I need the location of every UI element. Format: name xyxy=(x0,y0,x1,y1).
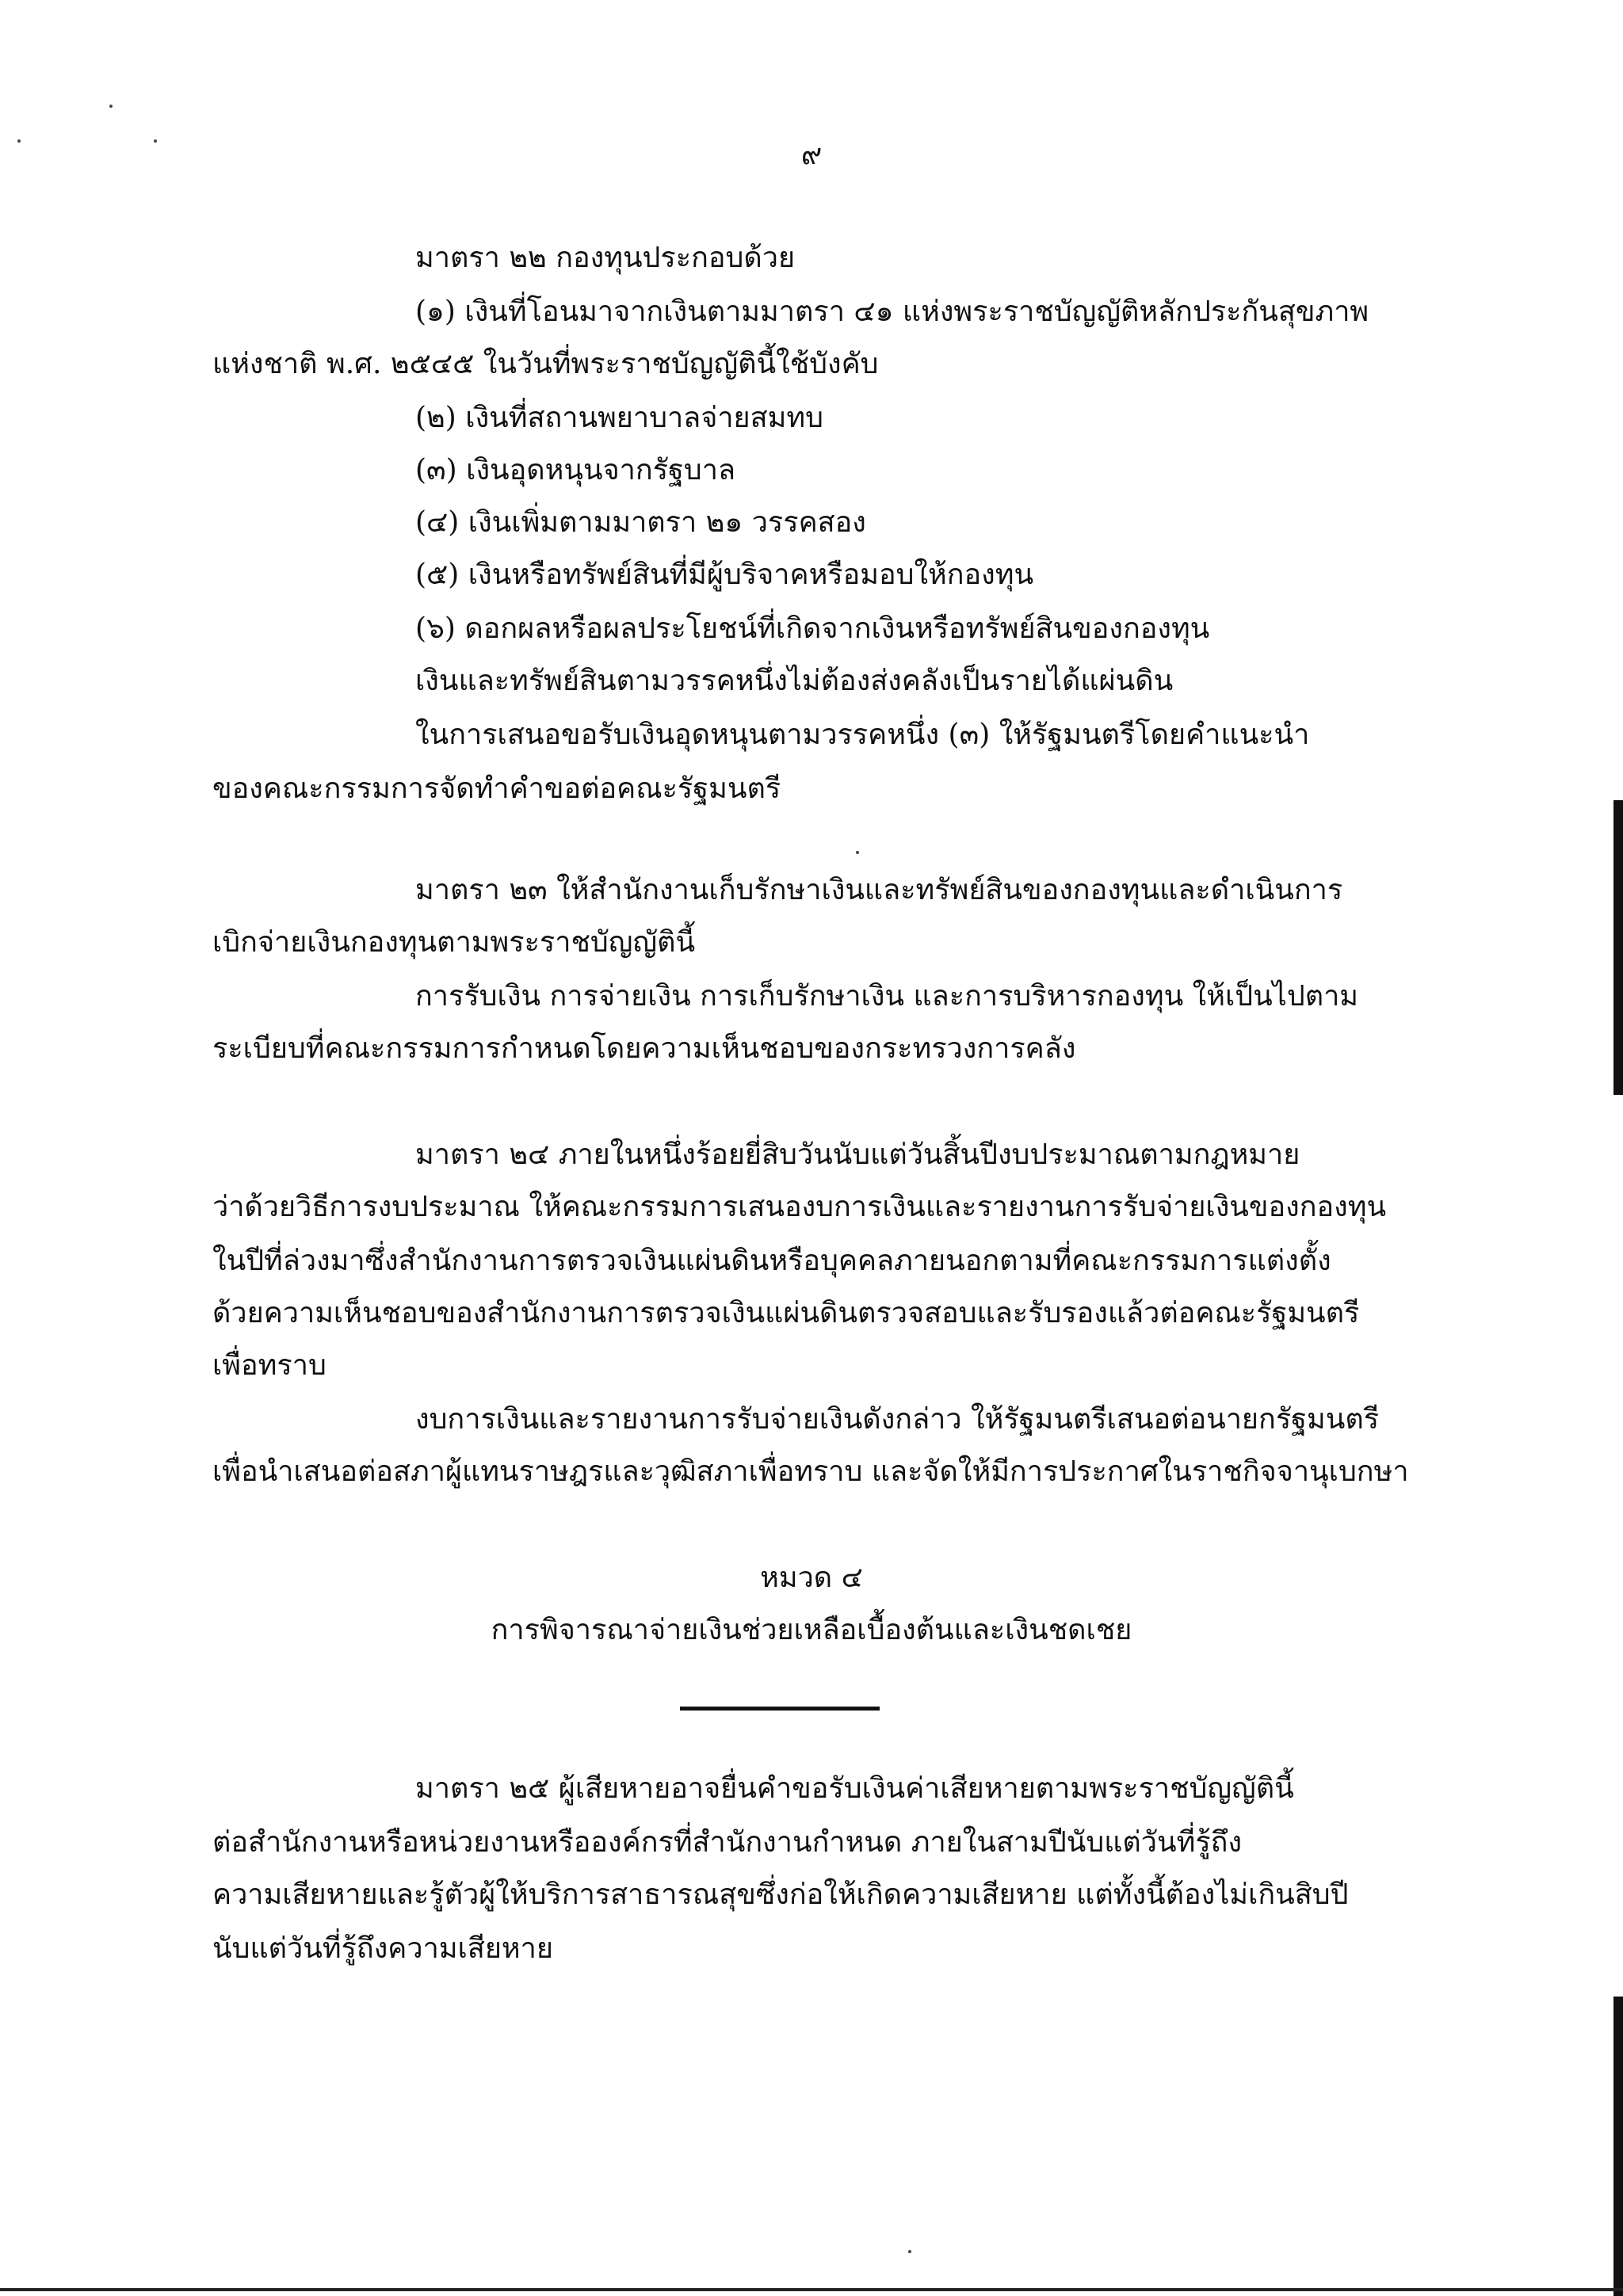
scan-speck xyxy=(908,2250,911,2253)
section-22-item-4: (๔) เงินเพิ่มตามมาตรา ๒๑ วรรคสอง xyxy=(415,506,866,539)
page-number: ๙ xyxy=(800,139,823,171)
section-22-para-2: เงินและทรัพย์สินตามวรรคหนึ่งไม่ต้องส่งคลังเป็นรายได้แผ่นดิน xyxy=(415,665,1174,697)
section-22-para-3-line-2: ของคณะกรรมการจัดทำคำขอต่อคณะรัฐมนตรี xyxy=(212,772,781,805)
section-23-line-2: เบิกจ่ายเงินกองทุนตามพระราชบัญญัตินี้ xyxy=(212,926,696,959)
section-25-line-4: นับแต่วันที่รู้ถึงความเสียหาย xyxy=(212,1932,553,1965)
section-24-line-3: ในปีที่ล่วงมาซึ่งสำนักงานการตรวจเงินแผ่นดินหรือบุคคลภายนอกตามที่คณะกรรมการแต่งตั้ง xyxy=(212,1245,1331,1277)
section-24-line-2: ว่าด้วยวิธีการงบประมาณ ให้คณะกรรมการเสนองบการเงินและรายงานการรับจ่ายเงินของกองทุน xyxy=(212,1191,1387,1223)
chapter-number: หมวด ๔ xyxy=(760,1562,863,1594)
section-23-para-2-line-2: ระเบียบที่คณะกรรมการกำหนดโดยความเห็นชอบของกระทรวงการคลัง xyxy=(212,1032,1076,1065)
chapter-title: การพิจารณาจ่ายเงินช่วยเหลือเบื้องต้นและเงินชดเชย xyxy=(491,1614,1132,1646)
section-25-line-1: มาตรา ๒๕ ผู้เสียหายอาจยื่นคำขอรับเงินค่าเสียหายตามพระราชบัญญัตินี้ xyxy=(415,1772,1294,1805)
section-22-heading: มาตรา ๒๒ กองทุนประกอบด้วย xyxy=(415,242,796,274)
scan-speck xyxy=(154,139,157,143)
section-24-para-2-line-2: เพื่อนำเสนอต่อสภาผู้แทนราษฎรและวุฒิสภาเพื่อทราบ และจัดให้มีการประกาศในราชกิจจานุเบกษา xyxy=(212,1455,1409,1488)
scan-edge-mark-top xyxy=(1613,800,1623,1095)
scan-edge-mark-bottom xyxy=(1613,1997,1623,2296)
scan-speck xyxy=(17,139,21,143)
section-24-line-5: เพื่อทราบ xyxy=(212,1349,327,1382)
section-24-para-2-line-1: งบการเงินและรายงานการรับจ่ายเงินดังกล่าว ให้รัฐมนตรีเสนอต่อนายกรัฐมนตรี xyxy=(415,1403,1380,1436)
section-22-item-3: (๓) เงินอุดหนุนจากรัฐบาล xyxy=(415,454,736,486)
section-22-para-3-line-1: ในการเสนอขอรับเงินอุดหนุนตามวรรคหนึ่ง (๓) ให้รัฐมนตรีโดยคำแนะนำ xyxy=(415,719,1310,751)
chapter-divider xyxy=(680,1707,880,1711)
section-24-line-1: มาตรา ๒๔ ภายในหนึ่งร้อยยี่สิบวันนับแต่วันสิ้นปีงบประมาณตามกฎหมาย xyxy=(415,1138,1300,1171)
section-22-item-6: (๖) ดอกผลหรือผลประโยชน์ที่เกิดจากเงินหรือทรัพย์สินของกองทุน xyxy=(415,612,1210,645)
scan-speck xyxy=(856,851,859,854)
section-22-item-1-line-2: แห่งชาติ พ.ศ. ๒๕๔๕ ในวันที่พระราชบัญญัตินี้ใช้บังคับ xyxy=(212,348,879,380)
section-25-line-3: ความเสียหายและรู้ตัวผู้ให้บริการสาธารณสุขซึ่งก่อให้เกิดความเสียหาย แต่ทั้งนี้ต้องไม่เกินสิบปี xyxy=(212,1878,1349,1911)
section-22-item-5: (๕) เงินหรือทรัพย์สินที่มีผู้บริจาคหรือมอบให้กองทุน xyxy=(415,559,1034,591)
section-24-line-4: ด้วยความเห็นชอบของสำนักงานการตรวจเงินแผ่นดินตรวจสอบและรับรองแล้วต่อคณะรัฐมนตรี xyxy=(212,1297,1360,1329)
section-25-line-2: ต่อสำนักงานหรือหน่วยงานหรือองค์กรที่สำนักงานกำหนด ภายในสามปีนับแต่วันที่รู้ถึง xyxy=(212,1826,1243,1859)
section-23-para-2-line-1: การรับเงิน การจ่ายเงิน การเก็บรักษาเงิน และการบริหารกองทุน ให้เป็นไปตาม xyxy=(415,980,1359,1013)
section-22-item-1-line-1: (๑) เงินที่โอนมาจากเงินตามมาตรา ๔๑ แห่งพระราชบัญญัติหลักประกันสุขภาพ xyxy=(415,296,1369,328)
scan-speck xyxy=(109,105,113,108)
section-22-item-2: (๒) เงินที่สถานพยาบาลจ่ายสมทบ xyxy=(415,402,823,434)
section-23-line-1: มาตรา ๒๓ ให้สำนักงานเก็บรักษาเงินและทรัพย์สินของกองทุนและดำเนินการ xyxy=(415,874,1343,906)
scan-bottom-edge xyxy=(0,2288,1623,2291)
